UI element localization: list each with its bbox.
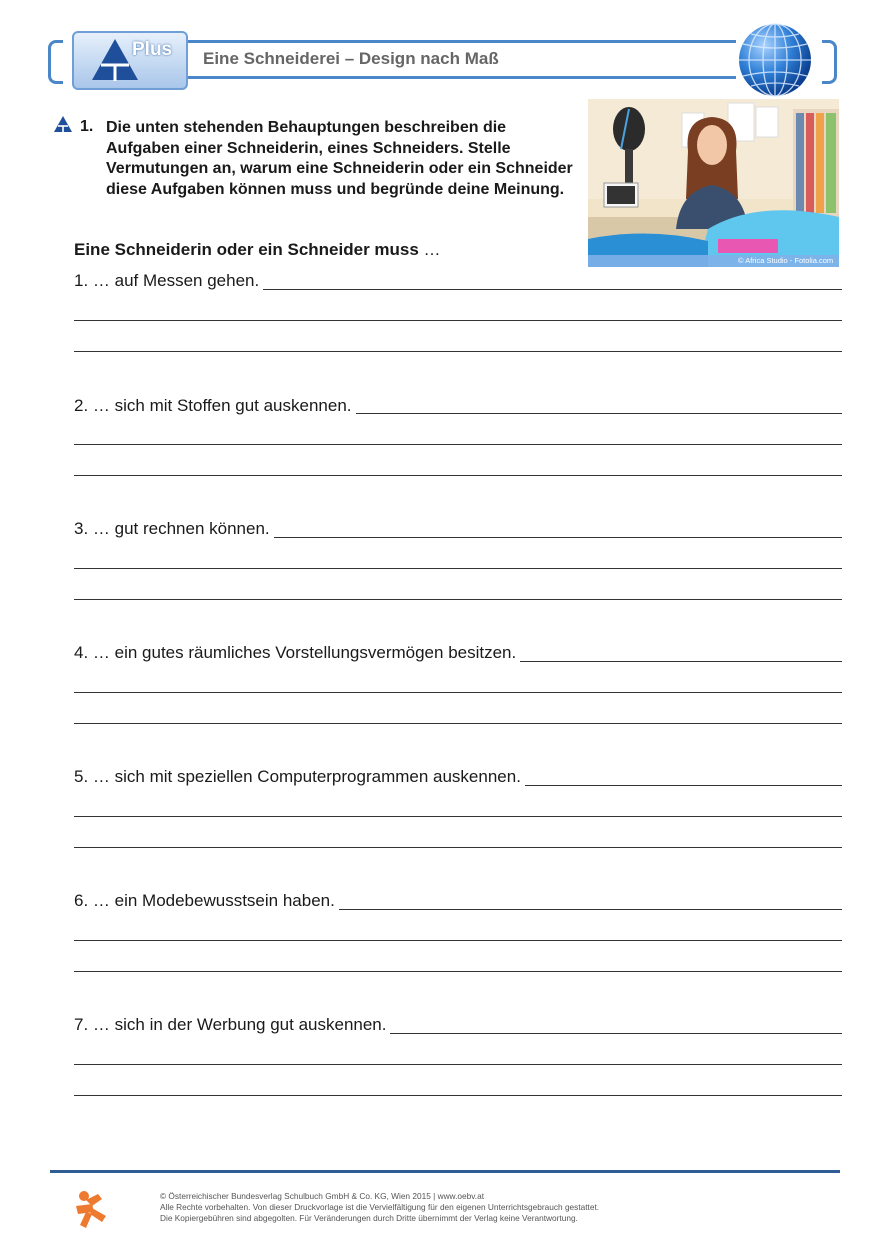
- answer-line[interactable]: [74, 1095, 842, 1096]
- copyright-line-2: Alle Rechte vorbehalten. Von dieser Druckvorlage ist die Vervielfältigung für den eigenen Unterrichtsgebrauch gestattet.: [160, 1202, 600, 1212]
- copyright-notice: [160, 1191, 599, 1224]
- header-bracket-right: [822, 40, 837, 84]
- statement-7: 7. … sich in der Werbung gut auskennen.: [74, 1015, 390, 1035]
- logo-plus-text: Plus: [132, 39, 173, 60]
- answer-line[interactable]: [74, 971, 842, 972]
- header-rule-top: [186, 40, 736, 43]
- statement-6: 6. … ein Modebewusstsein haben.: [74, 891, 339, 911]
- intro-bold-text: Eine Schneiderin oder ein Schneider muss: [74, 240, 419, 259]
- triangle-task-icon: [53, 115, 73, 133]
- answer-line[interactable]: [74, 320, 842, 321]
- answer-line[interactable]: [74, 568, 842, 569]
- answer-line[interactable]: [74, 723, 842, 724]
- footer-rule: [50, 1170, 840, 1173]
- tailor-photo: [588, 99, 839, 267]
- statement-3: 3. … gut rechnen können.: [74, 519, 274, 539]
- statement-2: 2. … sich mit Stoffen gut auskennen.: [74, 396, 356, 416]
- task-number: 1.: [80, 118, 94, 135]
- answer-line[interactable]: [74, 351, 842, 352]
- statements-intro: [74, 240, 441, 260]
- copyright-line-3: Die Kopiergebühren sind abgegolten. Für Veränderungen durch Dritte übernimmt der Verlag keine Verantwortung.: [160, 1213, 578, 1223]
- statement-5: 5. … sich mit speziellen Computerprogrammen auskennen.: [74, 767, 525, 787]
- answer-line[interactable]: [74, 816, 842, 817]
- intro-ellipsis: …: [418, 240, 441, 259]
- photo-credit: © Africa Studio - Fotolia.com: [738, 256, 834, 265]
- globe-icon: [736, 22, 814, 98]
- header-rule-bottom: [186, 76, 736, 79]
- statement-4: 4. … ein gutes räumliches Vorstellungsvermögen besitzen.: [74, 643, 520, 663]
- answer-line[interactable]: [74, 692, 842, 693]
- answer-line[interactable]: [74, 599, 842, 600]
- copyright-line-1: © Österreichischer Bundesverlag Schulbuch GmbH & Co. KG, Wien 2015 | www.oebv.at: [160, 1191, 484, 1201]
- statement-1: 1. … auf Messen gehen.: [74, 271, 263, 291]
- task-instructions: Die unten stehenden Behauptungen beschreiben die Aufgaben einer Schneiderin, eines Schneiders. Stelle Vermutungen an, warum eine Schneiderin oder ein Schneider diese Aufgaben können muss und begründe deine Meinung.: [106, 119, 573, 198]
- header-bracket-left: [48, 40, 63, 84]
- answer-line[interactable]: [74, 940, 842, 941]
- answer-line[interactable]: [74, 1064, 842, 1065]
- answer-line[interactable]: [74, 847, 842, 848]
- publisher-logo-icon: [72, 1190, 110, 1230]
- answer-line[interactable]: [74, 475, 842, 476]
- plus-logo: [72, 31, 188, 90]
- answer-line[interactable]: [74, 444, 842, 445]
- worksheet-title: Eine Schneiderei – Design nach Maß: [203, 49, 499, 68]
